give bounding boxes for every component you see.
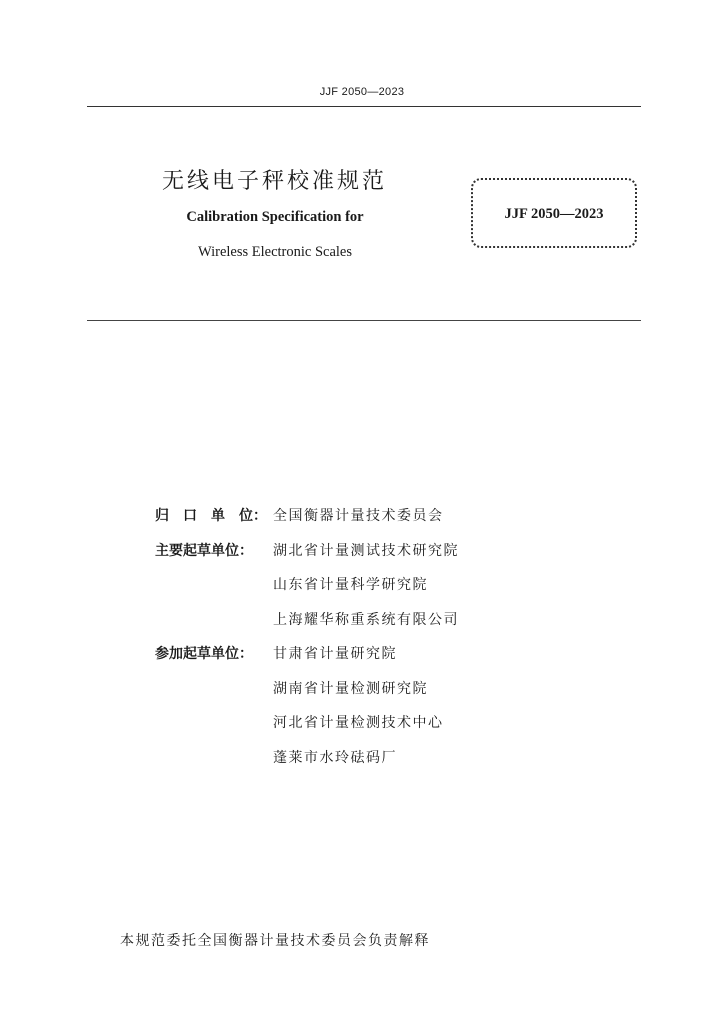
- title-english-line-2: Wireless Electronic Scales: [197, 244, 353, 260]
- unit-value: 河北省计量检测技术中心: [273, 715, 444, 732]
- interpretation-note: 本规范委托全国衡器计量技术委员会负责解释: [120, 933, 430, 949]
- unit-value: 甘肃省计量研究院: [273, 646, 397, 663]
- unit-value: 上海耀华称重系统有限公司: [273, 611, 459, 628]
- unit-row: [155, 636, 459, 671]
- title-english-line-1: Calibration Specification for: [186, 209, 364, 225]
- unit-value: 湖北省计量测试技术研究院: [273, 542, 459, 559]
- unit-row: [155, 567, 459, 602]
- standard-code-box: [471, 178, 637, 248]
- unit-row: [155, 533, 459, 568]
- unit-row: [155, 705, 459, 740]
- unit-row: [155, 671, 459, 706]
- unit-value: 蓬莱市水玲砝码厂: [273, 749, 397, 766]
- drafting-units: [155, 498, 459, 774]
- title-rule: [87, 320, 641, 321]
- unit-label: 主要起草单位：: [155, 542, 253, 559]
- unit-label: 参加起草单位：: [155, 646, 253, 663]
- unit-row: [155, 498, 459, 533]
- unit-row: [155, 602, 459, 637]
- unit-row: [155, 740, 459, 775]
- standard-code: JJF 2050—2023: [504, 206, 604, 222]
- header-rule: [87, 106, 641, 107]
- unit-value: 全国衡器计量技术委员会: [273, 508, 444, 525]
- running-header-code: JJF 2050—2023: [319, 86, 405, 98]
- unit-label: 归 口 单 位：: [155, 508, 267, 525]
- unit-value: 湖南省计量检测研究院: [273, 680, 428, 697]
- title-chinese: 无线电子秤校准规范: [162, 169, 388, 194]
- unit-value: 山东省计量科学研究院: [273, 577, 428, 594]
